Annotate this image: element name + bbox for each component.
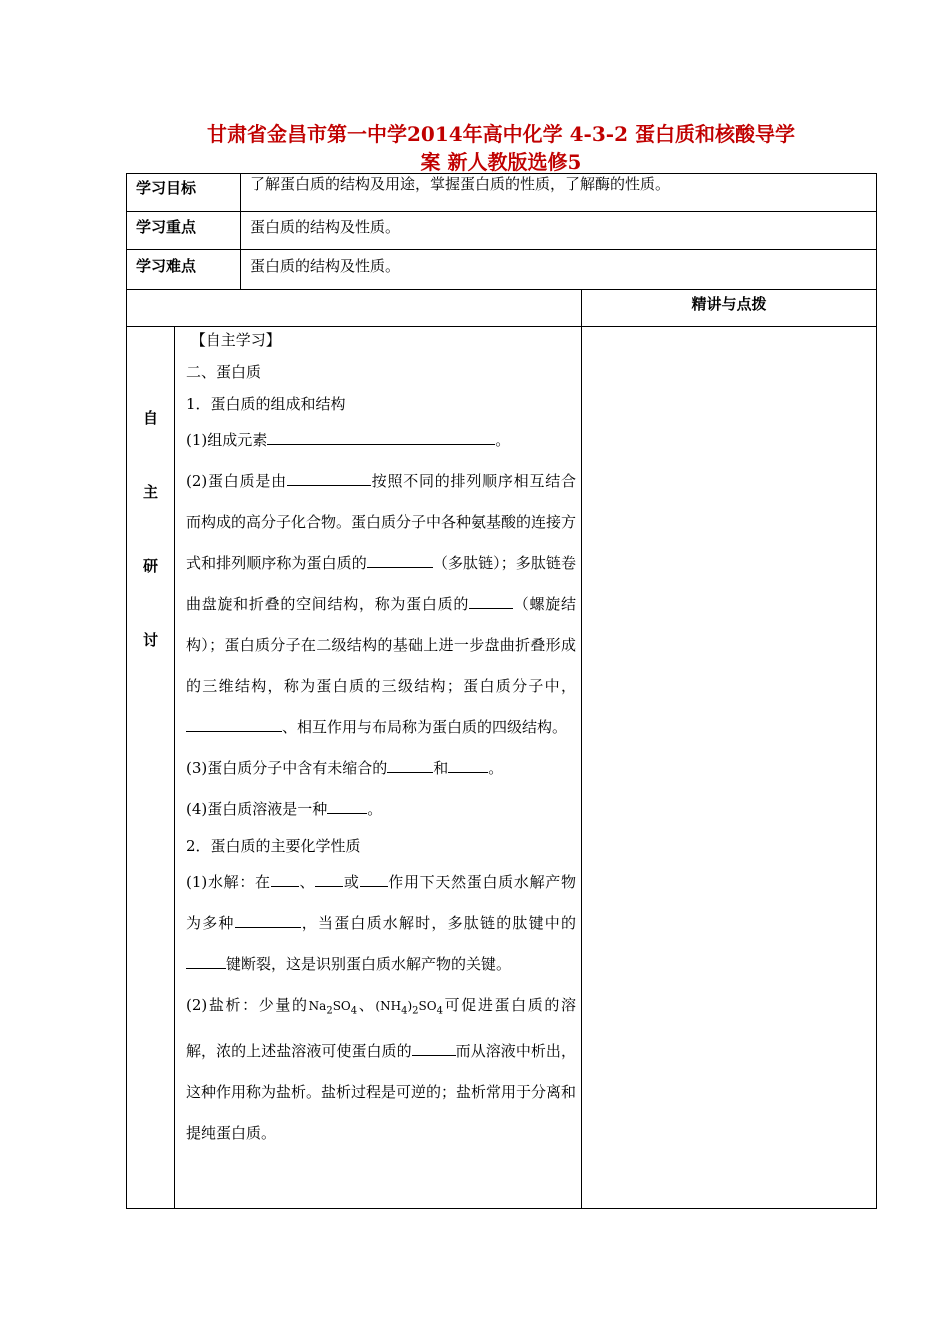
row-divider: [126, 211, 877, 212]
answer-blank[interactable]: [367, 553, 433, 568]
paragraph-solution: (4)蛋白质溶液是一种 。: [186, 800, 383, 818]
side-char: 主: [142, 483, 158, 501]
paragraph-elements: (1)组成元素 。: [186, 431, 511, 449]
answer-blank[interactable]: [327, 799, 367, 814]
answer-blank[interactable]: [469, 594, 513, 609]
answer-blank[interactable]: [448, 758, 488, 773]
answer-blank[interactable]: [186, 717, 282, 732]
label-key-point: 学习重点: [136, 218, 197, 236]
answer-blank[interactable]: [287, 471, 371, 486]
label-learning-goal: 学习目标: [136, 179, 197, 197]
row-divider: [126, 289, 877, 290]
side-label: [127, 408, 174, 704]
self-study-content: [186, 330, 576, 1154]
col-divider: [174, 326, 175, 1209]
side-char: 讨: [142, 631, 158, 649]
title-line-2: 案 新人教版选修5: [420, 150, 582, 174]
row-divider: [126, 249, 877, 250]
answer-blank[interactable]: [387, 758, 433, 773]
side-char: 自: [142, 409, 158, 427]
row-divider: [126, 326, 877, 327]
value-key-point: 蛋白质的结构及性质。: [250, 218, 401, 236]
paragraph-structure: (2)蛋白质是由 按照不同的排列顺序相互结合而构成的高分子化合物。蛋白质分子中各种氨基酸的连接方式和排列顺序称为蛋白质的 （多肽链）；多肽链卷曲盘旋和折叠的空间结构，称为蛋白质的 （螺旋结构）；蛋白质分子在二级结构的基础上进一步盘曲折叠形成的三维结构，称为蛋白质的三级结构；蛋白质分子中，、相互作用与布局称为蛋白质的四级结构。: [186, 472, 577, 736]
answer-blank[interactable]: [267, 430, 495, 445]
value-learning-goal: 了解蛋白质的结构及用途，掌握蛋白质的性质，了解酶的性质。: [250, 175, 671, 193]
right-column-header: 精讲与点拨: [691, 295, 767, 313]
paragraph-hydrolysis: (1)水解：在 、 或 作用下天然蛋白质水解产物为多种 ，当蛋白质水解时，多肽链的肽键中的键断裂，这是识别蛋白质水解产物的关键。: [186, 873, 576, 973]
answer-blank[interactable]: [186, 954, 226, 969]
heading-protein: 二、蛋白质: [186, 363, 262, 381]
document-title: [126, 120, 876, 176]
answer-blank[interactable]: [360, 872, 388, 887]
title-line-1: 甘肃省金昌市第一中学2014年高中化学 4-3-2 蛋白质和核酸导学: [207, 122, 795, 146]
answer-blank[interactable]: [315, 872, 343, 887]
label-difficulty: 学习难点: [136, 257, 197, 275]
answer-blank[interactable]: [271, 872, 299, 887]
paragraph-groups: (3)蛋白质分子中含有未缩合的 和 。: [186, 759, 504, 777]
paragraph-salting-out: (2)盐析：少量的$Na_2SO_4$、$(NH_4)_2SO_4$可促进蛋白质的溶解，浓的上述盐溶液可使蛋白质的 而从溶液中析出，这种作用称为盐析。盐析过程是可逆的；盐析常用于分离和提纯蛋白质。: [186, 996, 577, 1143]
col-divider: [240, 173, 241, 289]
col-divider: [581, 289, 582, 1209]
answer-blank[interactable]: [235, 913, 301, 928]
subheading-structure: 1．蛋白质的组成和结构: [186, 395, 346, 413]
subheading-properties: 2．蛋白质的主要化学性质: [186, 837, 361, 855]
value-difficulty: 蛋白质的结构及性质。: [250, 257, 401, 275]
answer-blank[interactable]: [412, 1041, 456, 1056]
side-char: 研: [142, 557, 158, 575]
section-heading: 【自主学习】: [190, 331, 281, 349]
